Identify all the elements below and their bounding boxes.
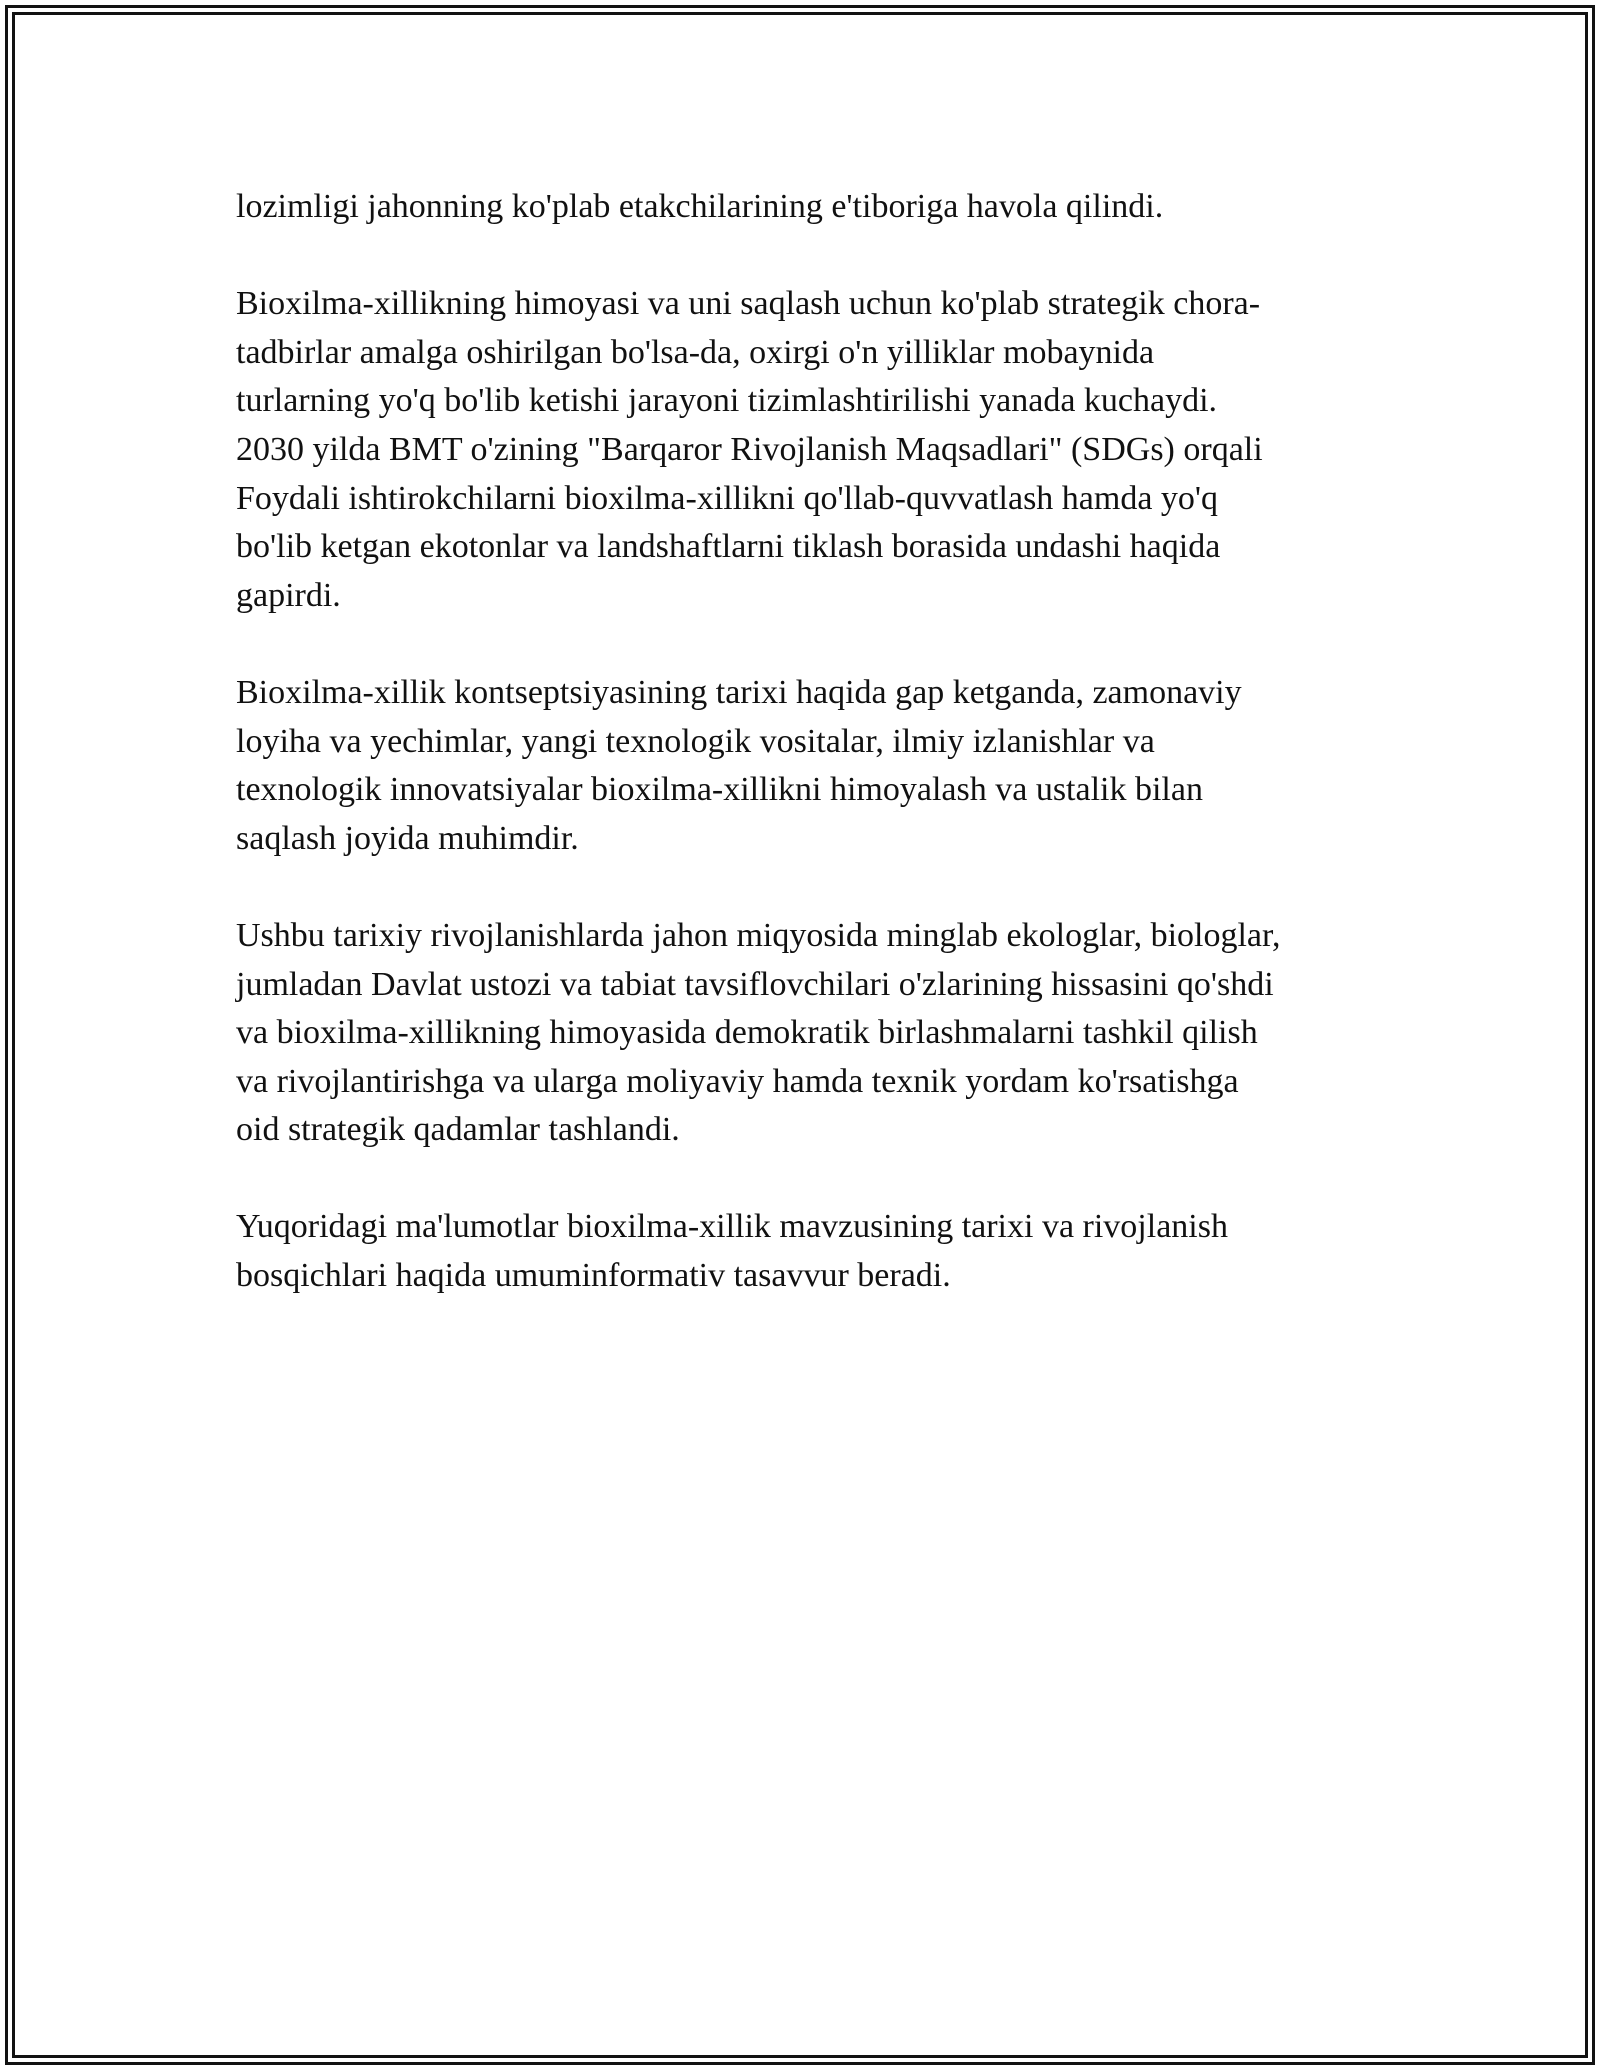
text-line: oid strategik qadamlar tashlandi. — [236, 1111, 680, 1149]
text-line: turlarning yo'q bo'lib ketishi jarayoni tizimlashtirilishi yanada kuchaydi. — [236, 382, 1218, 420]
text-line: Bioxilma-xillik kontseptsiyasining tarixi haqida gap ketganda, zamonaviy — [236, 673, 1242, 711]
text-line: va rivojlantirishga va ularga moliyaviy hamda texnik yordam ko'rsatishga — [236, 1062, 1239, 1100]
text-line: bosqichlari haqida umuminformativ tasavvur beradi. — [236, 1257, 951, 1295]
text-line: Bioxilma-xillikning himoyasi va uni saqlash uchun ko'plab strategik chora- — [236, 285, 1261, 323]
text-line: Yuqoridagi ma'lumotlar bioxilma-xillik mavzusining tarixi va rivojlanish — [236, 1208, 1228, 1246]
text-line: saqlash joyida muhimdir. — [236, 819, 579, 857]
text-line: 2030 yilda BMT o'zining "Barqaror Rivojlanish Maqsadlari" (SDGs) orqali — [236, 430, 1263, 468]
text-line: lozimligi jahonning ko'plab etakchilarining e'tiboriga havola qilindi. — [236, 188, 1164, 225]
paragraph-5 — [236, 1203, 1386, 1300]
text-line: tadbirlar amalga oshirilgan bo'lsa-da, oxirgi o'n yilliklar mobaynida — [236, 333, 1155, 371]
text-line: bo'lib ketgan ekotonlar va landshaftlarni tiklash borasida undashi haqida — [236, 528, 1221, 566]
text-line: Ushbu tarixiy rivojlanishlarda jahon miqyosida minglab ekologlar, biologlar, — [236, 916, 1281, 954]
paragraph-4 — [236, 912, 1386, 1155]
text-line: texnologik innovatsiyalar bioxilma-xillikni himoyalash va ustalik bilan — [236, 771, 1203, 809]
text-line: Foydali ishtirokchilarni bioxilma-xillikni qo'llab-quvvatlash hamda yo'q — [236, 479, 1219, 517]
paragraph-1 — [236, 183, 1386, 232]
paragraph-2 — [236, 280, 1386, 620]
paragraph-3 — [236, 669, 1386, 863]
document-body — [236, 183, 1386, 1349]
text-line: loyiha va yechimlar, yangi texnologik vositalar, ilmiy izlanishlar va — [236, 722, 1155, 760]
text-line: gapirdi. — [236, 576, 341, 614]
text-line: jumladan Davlat ustozi va tabiat tavsiflovchilari o'zlarining hissasini qo'shdi — [236, 965, 1274, 1003]
text-line: va bioxilma-xillikning himoyasida demokratik birlashmalarni tashkil qilish — [236, 1014, 1258, 1052]
